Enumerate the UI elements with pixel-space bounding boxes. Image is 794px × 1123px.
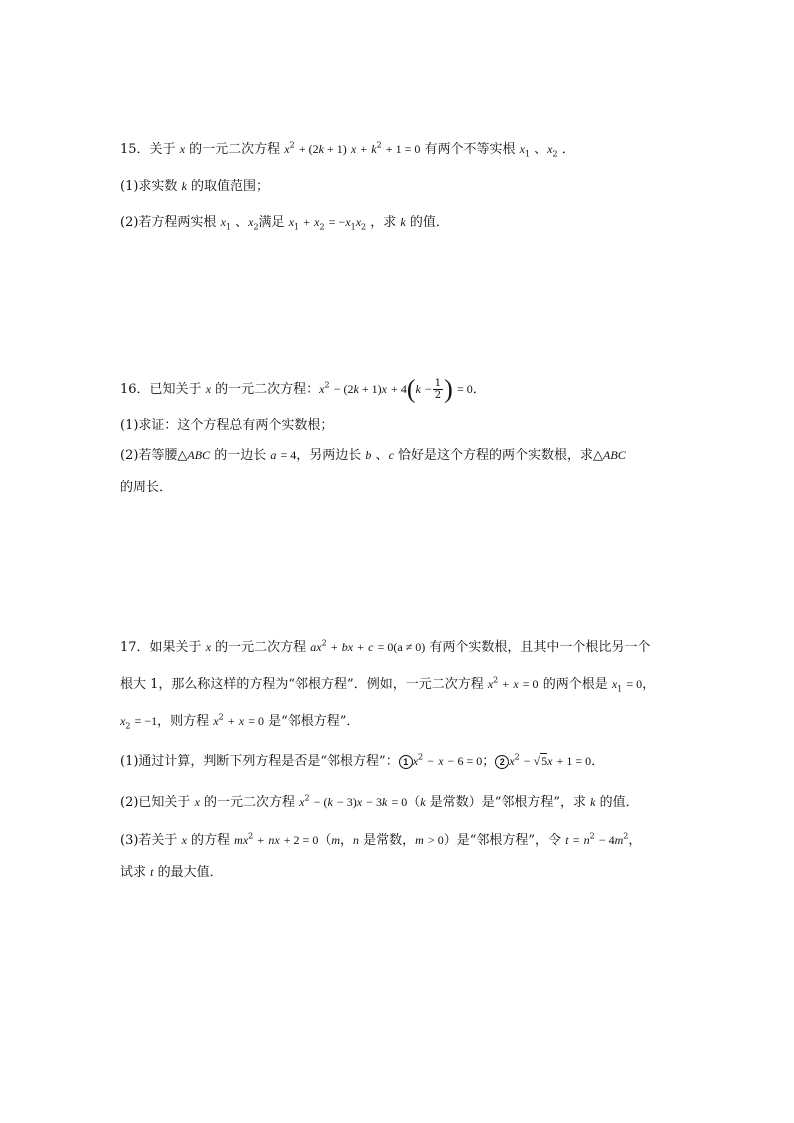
q16-part2: (2)若等腰△ABC 的一边长 a = 4，另两边长 b 、c 恰好是这个方程的两个实数根，求△ABC [120,448,626,463]
circled-one-icon: 1 [399,755,413,769]
q17-part3-cont: 试求 t 的最大值． [120,865,223,880]
q15-title: 15．关于 x 的一元二次方程 $x^2 + (2k + 1) x + k^2 + 1 = 0$ 有两个不等实根 $x_1$ 、$x_2$ ． [120,140,575,159]
q16-part1: (1)求证：这个方程总有两个实数根； [120,418,334,433]
q17-title-1: 17．如果关于 x 的一元二次方程 $ax^2$ + bx + c = 0(a ≠ 0) 有两个实数根，且其中一个根比另一个 [120,638,651,655]
q17-title-3: $x_2 = -1$，则方程 $x^2 + x = 0$ 是“邻根方程”． [120,712,360,731]
q15-part2: (2)若方程两实根 $x_1$ 、$x_2$满足 $x_1 + x_2 = -x_1x_2$ ，求 k 的值． [120,215,449,232]
q17-part3: (3)若关于 x 的方程 $mx^2$ + nx + 2 = 0（m，n 是常数，m > 0）是“邻根方程”，令 $t = n^2 - 4m^2$， [120,831,642,848]
q17-title-2: 根大 1，那么称这样的方程为“邻根方程”．例如，一元二次方程 $x^2 + x = 0$ 的两个根是 $x_1 = 0$， [120,675,656,694]
q15-part1: (1)求实数 k 的取值范围； [120,179,270,194]
q16-title: 16．已知关于 x 的一元二次方程：$x^2 - (2k + 1)x + 4(k$ − $\frac{1}{2}$ ) = 0． [120,374,486,404]
q17-part1: (1)通过计算，判断下列方程是否是“邻根方程”： 1 $x^2 - x - 6 = 0$； 2 $x^2 - √5x + 1 = 0$． [120,752,605,769]
circled-two-icon: 2 [495,755,509,769]
q17-part2: (2)已知关于 x 的一元二次方程 $x^2 - (k - 3)x - 3k = 0(k$ 是常数）是“邻根方程”，求 k 的值． [120,793,639,810]
q16-part2-cont: 的周长． [120,480,173,495]
